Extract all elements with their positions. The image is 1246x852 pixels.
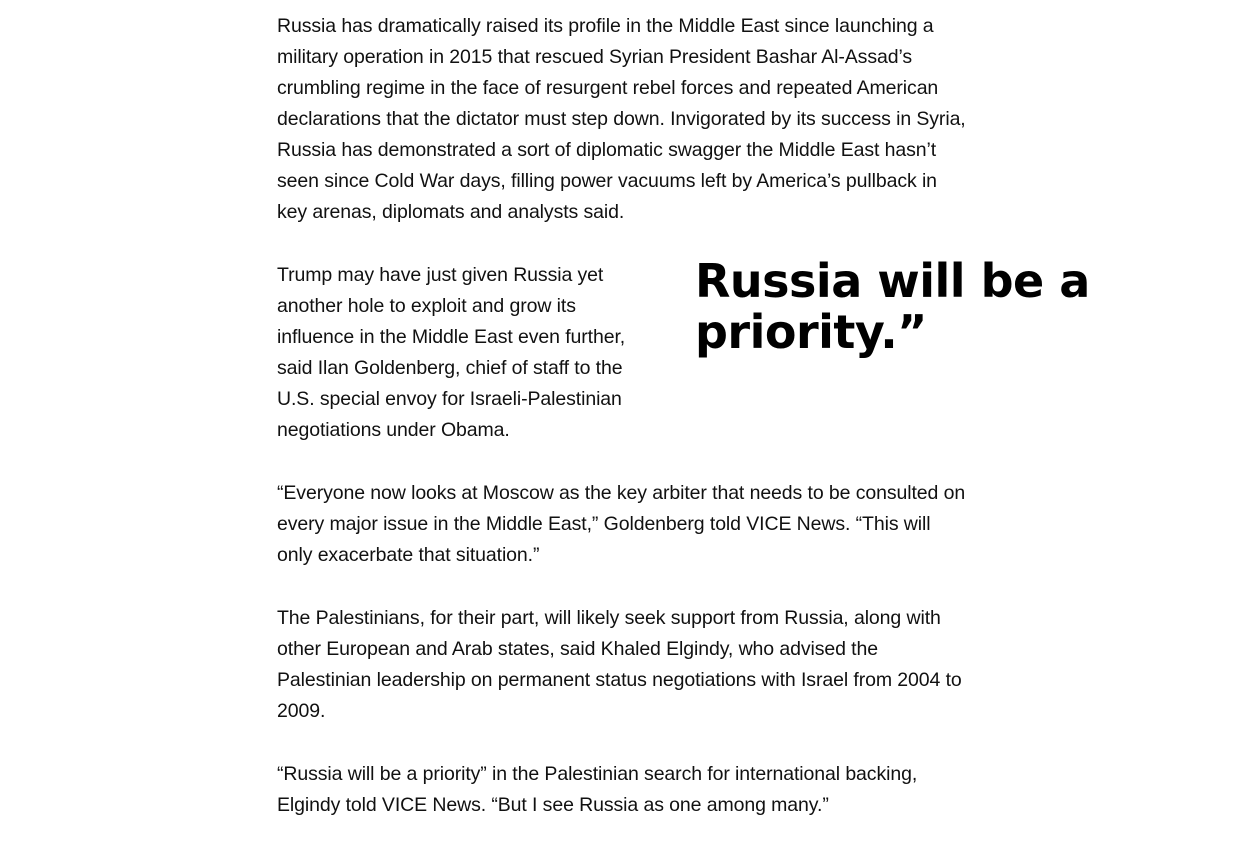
article-paragraph-1: Russia has dramatically raised its profile in the Middle East since launching a military operation in 2015 that rescued Syrian President Bashar Al-Assad’s crumbling regime in the face of resurgent rebel forces and repeated American declarations that the dictator must step down. Invigorated by its success in Syria, Russia has demonstrated a sort of diplomatic swagger the Middle East hasn’t seen since Cold War days, filling power vacuums left by America’s pullback in key arenas, diplomats and analysts said. [277, 15, 966, 223]
article-paragraph-2: Trump may have just given Russia yet another hole to exploit and grow its influence in the Middle East even further, said Ilan Goldenberg, chief of staff to the U.S. special envoy for Israeli-Palestinian negotiations under Obama. [277, 264, 626, 441]
article-paragraph-4: The Palestinians, for their part, will likely seek support from Russia, along with other European and Arab states, said Khaled Elgindy, who advised the Palestinian leadership on permanent status negotiations with Israel from 2004 to 2009. [277, 607, 962, 722]
article-paragraph-3: “Everyone now looks at Moscow as the key arbiter that needs to be consulted on every major issue in the Middle East,” Goldenberg told VICE News. “This will only exacerbate that situation.” [277, 482, 966, 566]
article-paragraph-5: “Russia will be a priority” in the Palestinian search for international backing, Elgindy told VICE News. “But I see Russia as one among many.” [277, 763, 918, 816]
pull-quote: Russia will be a priority.” [695, 254, 1090, 359]
